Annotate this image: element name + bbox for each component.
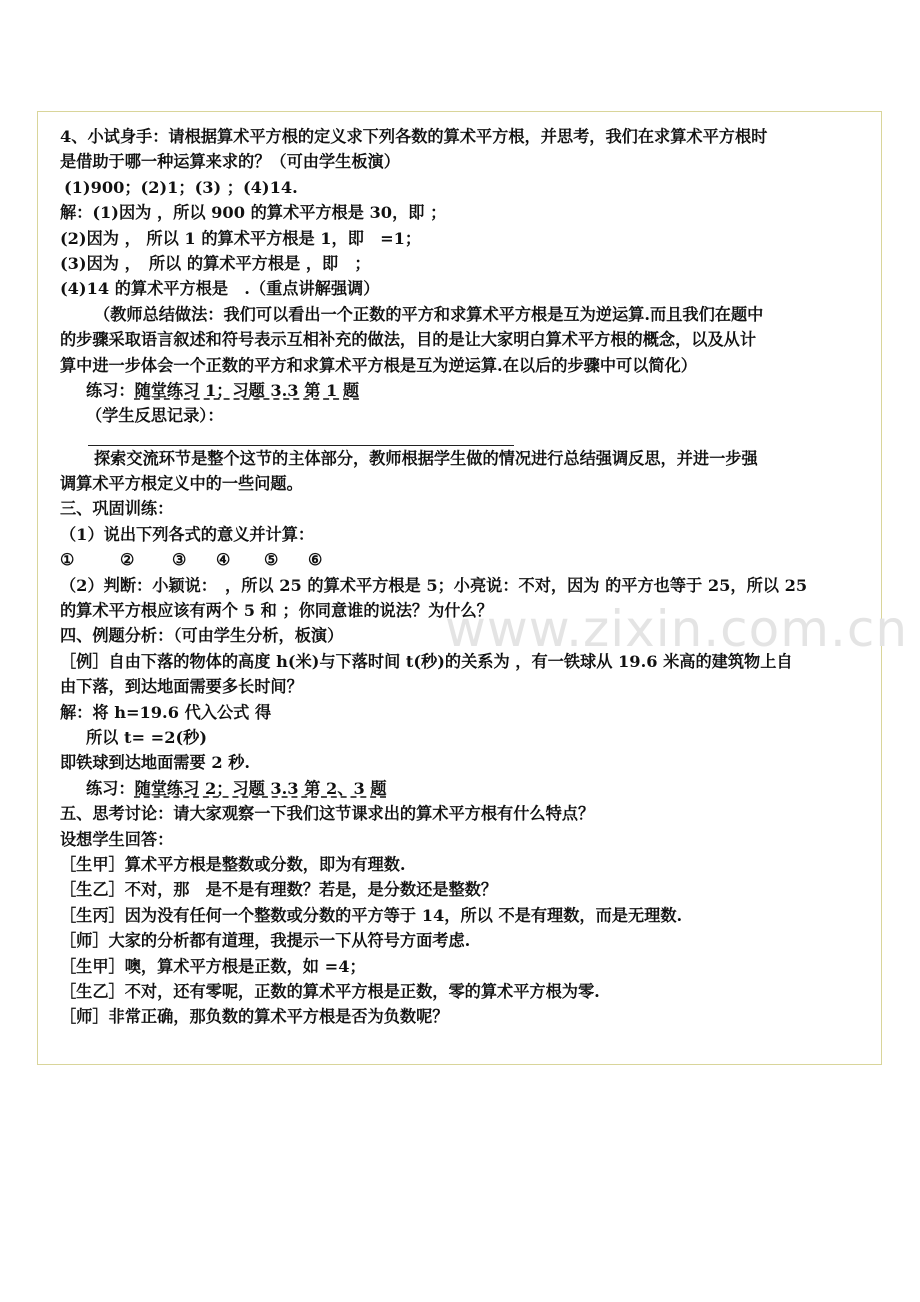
- dialogue-7: ［师］非常正确，那负数的算术平方根是否为负数呢？: [60, 1007, 449, 1027]
- item-2: ②: [120, 550, 135, 570]
- dialogue-4: ［师］大家的分析都有道理，我提示一下从符号方面考虑.: [60, 931, 471, 951]
- drill-2-prompt: （2）判断：小颖说： ，所以 25 的算术平方根是 5；小亮说：不对，因为 的平方也等于 25，所以 25: [60, 575, 808, 595]
- dialogue-5: ［生甲］噢，算术平方根是正数，如 =4；: [60, 956, 366, 976]
- dialogue-1: ［生甲］算术平方根是整数或分数，即为有理数.: [60, 854, 406, 874]
- practice-reference-2: 随堂练习 2；习题 3.3 第 2、3 题: [134, 778, 387, 798]
- example-conclusion: 即铁球到达地面需要 2 秒.: [60, 753, 251, 773]
- reflection-blank-line: [88, 429, 514, 446]
- student-reflection-label: （学生反思记录）：: [86, 406, 224, 426]
- dialogue-3: ［生丙］因为没有任何一个整数或分数的平方等于 14，所以 不是有理数，而是无理数.: [60, 905, 683, 925]
- example-problem-2: 由下落，到达地面需要多长时间？: [60, 677, 303, 697]
- example-solution-2: 所以 t= =2(秒): [86, 727, 208, 747]
- dialogue-6: ［生乙］不对，还有零呢，正数的算术平方根是正数，零的算术平方根为零.: [60, 981, 600, 1001]
- practice-label-1: 练习：: [86, 380, 135, 400]
- document-body: [60, 124, 860, 1030]
- drill-1-items: [60, 547, 860, 572]
- exploration-note-1: 探索交流环节是整个这节的主体部分，教师根据学生做的情况进行总结强调反思，并进一步强: [94, 448, 758, 468]
- example-solution-1: 解：将 h=19.6 代入公式 得: [60, 702, 272, 722]
- practice-label-2: 练习：: [86, 778, 135, 798]
- item-4: ④: [216, 550, 231, 570]
- solution-line-3: (3)因为 ， 所以 的算术平方根是 ，即 ；: [60, 253, 371, 273]
- exploration-note-2: 调算术平方根定义中的一些问题。: [60, 474, 303, 494]
- exercise-4-items: (1)900；(2)1；(3) ；(4)14.: [64, 177, 298, 197]
- drill-2-prompt-cont: 的算术平方根应该有两个 5 和 ；你同意谁的说法？为什么？: [60, 601, 493, 621]
- teacher-summary-2: 的步骤采取语言叙述和符号表示互相补充的做法，目的是让大家明白算术平方根的概念，以及从计: [60, 330, 757, 350]
- practice-line-2: [60, 776, 860, 801]
- exercise-4-prompt-cont: 是借助于哪一种运算来求的？（可由学生板演）: [60, 152, 400, 172]
- drill-1-prompt: （1）说出下列各式的意义并计算：: [60, 524, 315, 544]
- item-5: ⑤: [264, 550, 279, 570]
- item-1: ①: [60, 550, 75, 570]
- expected-answers-label: 设想学生回答：: [60, 829, 174, 849]
- exercise-4-prompt: 4、小试身手：请根据算术平方根的定义求下列各数的算术平方根，并思考，我们在求算术平方根时: [60, 127, 768, 146]
- practice-line-1: [60, 378, 860, 403]
- section-4-heading: 四、例题分析：（可由学生分析，板演）: [60, 626, 344, 646]
- watermark: www.zixin.com.cn: [445, 600, 909, 658]
- item-6: ⑥: [308, 550, 323, 570]
- solution-line-1: 解：(1)因为 ，所以 900 的算术平方根是 30，即 ；: [60, 203, 447, 223]
- dialogue-2: ［生乙］不对，那 是不是有理数？若是，是分数还是整数？: [60, 880, 498, 900]
- solution-line-4: (4)14 的算术平方根是 .（重点讲解强调）: [60, 279, 380, 299]
- teacher-summary-3: 算中进一步体会一个正数的平方和求算术平方根是互为逆运算.在以后的步骤中可以简化）: [60, 355, 697, 375]
- section-5-heading: 五、思考讨论：请大家观察一下我们这节课求出的算术平方根有什么特点？: [60, 804, 595, 824]
- example-problem-1: ［例］自由下落的物体的高度 h(米)与下落时间 t(秒)的关系为 ，有一铁球从 19.6 米高的建筑物上自: [60, 651, 793, 671]
- section-3-heading: 三、巩固训练：: [60, 499, 174, 519]
- teacher-summary-1: （教师总结做法：我们可以看出一个正数的平方和求算术平方根是互为逆运算.而且我们在题中: [94, 304, 764, 324]
- solution-line-2: (2)因为 ， 所以 1 的算术平方根是 1，即 =1；: [60, 228, 422, 248]
- item-3: ③: [172, 550, 187, 570]
- practice-reference-1: 随堂练习 1；习题 3.3 第 1 题: [134, 380, 360, 400]
